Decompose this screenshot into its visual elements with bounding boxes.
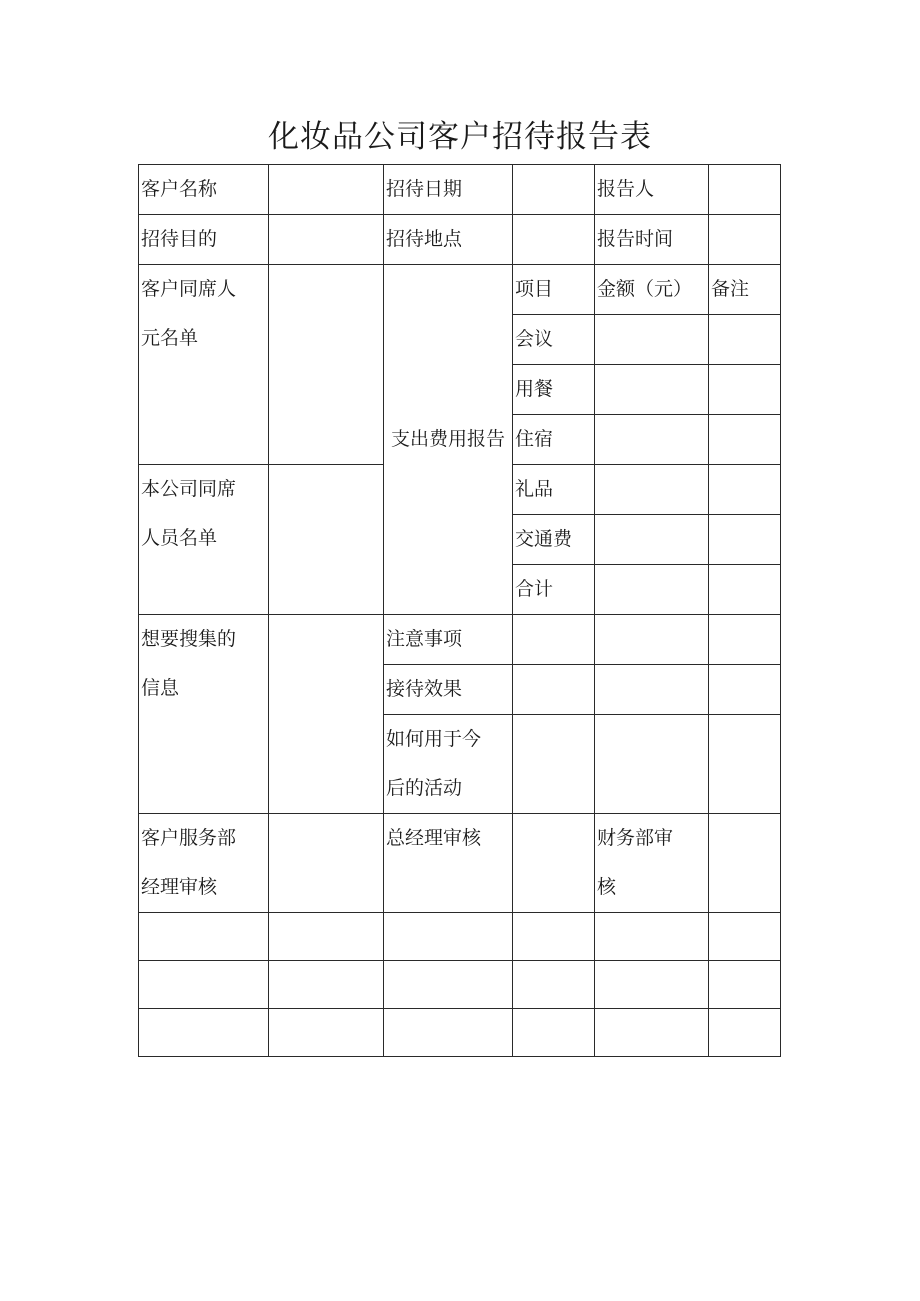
expense-item-meals: 用餐 [513, 365, 595, 415]
page-title: 化妆品公司客户招待报告表 [268, 119, 652, 155]
reception-effect-field[interactable] [709, 665, 781, 715]
expense-amount-field[interactable] [595, 565, 709, 615]
company-attendees-label-line1: 本公司同席 [141, 478, 237, 500]
gm-review-label: 总经理审核 [384, 814, 513, 913]
empty-cell[interactable] [269, 913, 384, 961]
expense-remark-field[interactable] [709, 465, 781, 515]
future-use-label-line2: 后的活动 [386, 777, 463, 799]
reception-purpose-label: 招待目的 [139, 215, 269, 265]
empty-cell[interactable] [384, 961, 513, 1009]
empty-cell[interactable] [139, 1009, 269, 1057]
customer-attendees-label-line1: 客户同席人 [141, 278, 237, 300]
empty-cell[interactable] [513, 961, 595, 1009]
expense-remark-field[interactable] [709, 565, 781, 615]
table-row [139, 215, 781, 265]
future-use-field[interactable] [595, 715, 709, 814]
customer-name-field[interactable] [269, 165, 384, 215]
report-time-field[interactable] [709, 215, 781, 265]
empty-cell[interactable] [139, 961, 269, 1009]
company-attendees-field[interactable] [269, 465, 384, 615]
future-use-field[interactable] [709, 715, 781, 814]
expense-remark-field[interactable] [709, 415, 781, 465]
empty-cell[interactable] [513, 1009, 595, 1057]
expense-amount-field[interactable] [595, 515, 709, 565]
finance-review-label-line2: 核 [597, 876, 617, 898]
empty-cell[interactable] [269, 961, 384, 1009]
finance-review-field[interactable] [709, 814, 781, 913]
customer-name-label: 客户名称 [139, 165, 269, 215]
empty-cell[interactable] [513, 913, 595, 961]
reception-date-field[interactable] [513, 165, 595, 215]
empty-cell[interactable] [595, 961, 709, 1009]
expense-item-header: 项目 [513, 265, 595, 315]
expense-item-total: 合计 [513, 565, 595, 615]
expense-item-gifts: 礼品 [513, 465, 595, 515]
info-to-collect-label-line2: 信息 [141, 677, 180, 699]
company-attendees-label [139, 465, 269, 615]
empty-cell[interactable] [595, 1009, 709, 1057]
expense-report-label: 支出费用报告 [384, 265, 513, 615]
customer-attendees-label-line2: 元名单 [141, 327, 199, 349]
reception-effect-field[interactable] [513, 665, 595, 715]
finance-review-label [595, 814, 709, 913]
cs-manager-review-label-line1: 客户服务部 [141, 827, 237, 849]
reception-purpose-field[interactable] [269, 215, 384, 265]
customer-attendees-label [139, 265, 269, 465]
future-use-label [384, 715, 513, 814]
empty-cell[interactable] [139, 913, 269, 961]
future-use-label-line1: 如何用于今 [386, 728, 482, 750]
expense-item-transport: 交通费 [513, 515, 595, 565]
expense-amount-field[interactable] [595, 365, 709, 415]
empty-cell[interactable] [709, 913, 781, 961]
reception-date-label: 招待日期 [384, 165, 513, 215]
expense-amount-field[interactable] [595, 465, 709, 515]
expense-item-lodging: 住宿 [513, 415, 595, 465]
reception-effect-label: 接待效果 [384, 665, 513, 715]
expense-amount-field[interactable] [595, 415, 709, 465]
table-row [139, 265, 781, 315]
expense-remark-field[interactable] [709, 315, 781, 365]
company-attendees-label-line2: 人员名单 [141, 527, 218, 549]
expense-amount-header: 金额（元） [595, 265, 709, 315]
cs-manager-review-field[interactable] [269, 814, 384, 913]
expense-item-meeting: 会议 [513, 315, 595, 365]
empty-cell[interactable] [269, 1009, 384, 1057]
reception-location-field[interactable] [513, 215, 595, 265]
reporter-label: 报告人 [595, 165, 709, 215]
reporter-field[interactable] [709, 165, 781, 215]
empty-cell[interactable] [384, 913, 513, 961]
expense-remark-field[interactable] [709, 365, 781, 415]
info-to-collect-label [139, 615, 269, 814]
expense-remark-field[interactable] [709, 515, 781, 565]
cs-manager-review-label-line2: 经理审核 [141, 876, 218, 898]
notes-field[interactable] [513, 615, 595, 665]
empty-cell[interactable] [709, 1009, 781, 1057]
table-row [139, 913, 781, 961]
gm-review-field[interactable] [513, 814, 595, 913]
finance-review-label-line1: 财务部审 [597, 827, 674, 849]
expense-amount-field[interactable] [595, 315, 709, 365]
notes-label: 注意事项 [384, 615, 513, 665]
cs-manager-review-label [139, 814, 269, 913]
table-row [139, 1009, 781, 1057]
expense-remark-header: 备注 [709, 265, 781, 315]
info-to-collect-label-line1: 想要搜集的 [141, 628, 237, 650]
info-to-collect-field[interactable] [269, 615, 384, 814]
reception-location-label: 招待地点 [384, 215, 513, 265]
empty-cell[interactable] [384, 1009, 513, 1057]
notes-field[interactable] [709, 615, 781, 665]
table-row [139, 165, 781, 215]
table-row [139, 615, 781, 665]
future-use-field[interactable] [513, 715, 595, 814]
notes-field[interactable] [595, 615, 709, 665]
report-time-label: 报告时间 [595, 215, 709, 265]
empty-cell[interactable] [709, 961, 781, 1009]
reception-report-table [138, 164, 781, 1057]
customer-attendees-field[interactable] [269, 265, 384, 465]
table-row [139, 961, 781, 1009]
reception-effect-field[interactable] [595, 665, 709, 715]
empty-cell[interactable] [595, 913, 709, 961]
